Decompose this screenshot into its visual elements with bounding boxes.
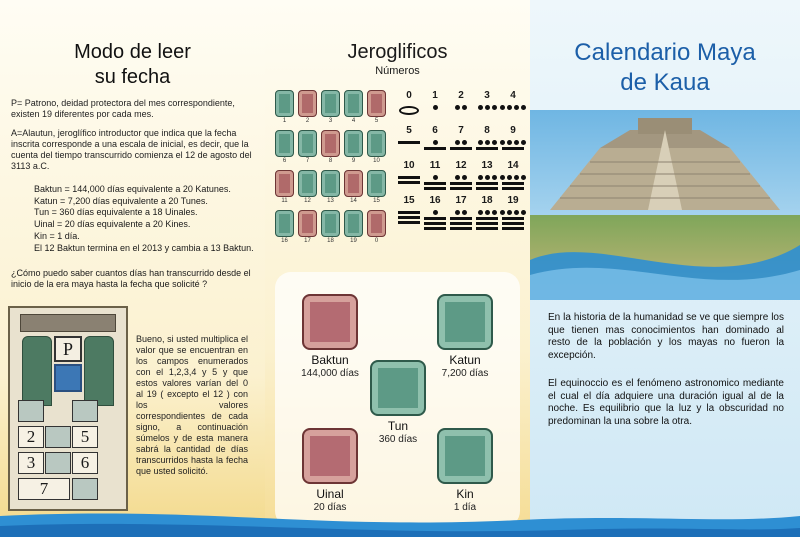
maya-numeral xyxy=(500,125,526,155)
number-glyph-icon xyxy=(275,170,294,197)
stela-cell-5: 5 xyxy=(72,426,98,448)
maya-numeral xyxy=(474,125,500,155)
bar-mark xyxy=(476,182,498,185)
list-item: Tun = 360 días equivalente a 18 Uinales. xyxy=(34,207,198,218)
dot-mark xyxy=(462,210,467,215)
bar-mark xyxy=(398,141,420,144)
numbers-subtitle: Números xyxy=(375,65,420,77)
bar-mark xyxy=(450,187,472,190)
maya-numeral-label: 19 xyxy=(507,195,519,206)
maya-numeral-label: 7 xyxy=(458,125,464,136)
maya-numeral xyxy=(474,160,500,190)
glyph-number-grid xyxy=(275,90,395,250)
maya-numeral-label: 18 xyxy=(481,195,493,206)
stela-diagram xyxy=(8,306,128,511)
bar-mark xyxy=(424,147,446,150)
number-glyph-icon xyxy=(367,170,386,197)
p-definition: P= Patrono, deidad protectora del mes correspondiente, existen 19 diferentes por cada mes. xyxy=(11,98,235,119)
dot-mark xyxy=(433,175,438,180)
glyph-number-label: 19 xyxy=(350,238,357,244)
bar-mark xyxy=(476,187,498,190)
glyph-number-label: 2 xyxy=(305,118,310,124)
right-title-line2: de Kaua xyxy=(620,69,710,96)
bar-mark xyxy=(502,227,524,230)
dot-mark xyxy=(507,210,512,215)
dot-mark xyxy=(514,140,519,145)
number-glyph-icon xyxy=(275,210,294,237)
maya-numeral-label: 11 xyxy=(429,160,441,171)
shell-zero-icon xyxy=(399,106,419,115)
dot-mark xyxy=(514,210,519,215)
unit-value: 20 días xyxy=(313,502,347,513)
dot-mark xyxy=(521,210,526,215)
dot-mark xyxy=(492,210,497,215)
dot-mark xyxy=(507,175,512,180)
right-title xyxy=(530,38,800,98)
glyph-number-label: 10 xyxy=(373,158,380,164)
bar-mark xyxy=(502,187,524,190)
units-list xyxy=(34,184,259,254)
glyph-number-label: 6 xyxy=(282,158,287,164)
middle-panel xyxy=(265,0,530,537)
dot-mark xyxy=(521,140,526,145)
number-glyph-icon xyxy=(275,90,294,117)
stela-glyph-cell xyxy=(45,452,71,474)
maya-numeral xyxy=(474,195,500,225)
bar-mark xyxy=(398,216,420,219)
number-glyph-icon xyxy=(367,130,386,157)
glyph-number-label: 15 xyxy=(373,198,380,204)
glyph-number-label: 7 xyxy=(305,158,310,164)
left-title xyxy=(10,40,255,90)
number-glyph-icon xyxy=(321,170,340,197)
dot-mark xyxy=(433,140,438,145)
baktun-glyph-icon xyxy=(302,294,358,350)
glyph-number-label: 3 xyxy=(328,118,333,124)
dot-mark xyxy=(462,105,467,110)
bar-mark xyxy=(476,147,498,150)
bar-mark xyxy=(450,147,472,150)
maya-numeral xyxy=(500,160,526,190)
left-title-line2: su fecha xyxy=(94,66,171,88)
dot-mark xyxy=(521,175,526,180)
left-panel xyxy=(0,0,265,537)
explanation-text: Bueno, si usted multiplica el valor que se encuentran en los campos enumerados con el 1,2,3,4 y 5 y que estos valores varían del 0 al 19 ( excepto el 12 ) con los valores correspondientes de cada signo, a continuación súmelos y de esta manera sabrá la cantidad de días transcurridos hasta la fecha que usted solicitó. xyxy=(136,334,248,476)
unit-value: 7,200 días xyxy=(441,368,489,379)
unit-name: Kin xyxy=(456,487,474,501)
dot-mark xyxy=(492,175,497,180)
bar-mark xyxy=(476,217,498,220)
maya-numeral-label: 3 xyxy=(484,90,490,101)
dot-mark xyxy=(507,140,512,145)
glyph-number-label: 5 xyxy=(374,118,379,124)
glyph-number-label: 17 xyxy=(304,238,311,244)
dot-mark xyxy=(514,105,519,110)
bar-mark xyxy=(502,147,524,150)
question-text: ¿Cómo puedo saber cuantos días han transcurrido desde el inicio de la era maya hasta la fecha que solicité ? xyxy=(11,268,251,289)
maya-numeral xyxy=(500,90,526,120)
number-glyph-icon xyxy=(298,130,317,157)
glyph-number-label: 0 xyxy=(374,238,379,244)
bar-mark xyxy=(450,217,472,220)
stela-cell-2: 2 xyxy=(18,426,44,448)
maya-numeral xyxy=(500,195,526,225)
maya-numeral-label: 4 xyxy=(510,90,516,101)
unit-value: 360 días xyxy=(378,434,418,445)
stela-cap xyxy=(20,314,116,332)
number-glyph-icon xyxy=(321,90,340,117)
bar-mark xyxy=(502,217,524,220)
dot-mark xyxy=(433,105,438,110)
unit-name: Baktun xyxy=(311,353,349,367)
dot-mark xyxy=(492,140,497,145)
glyph-number-label: 14 xyxy=(350,198,357,204)
maya-numeral-label: 2 xyxy=(458,90,464,101)
dot-mark xyxy=(455,210,460,215)
glyph-number-label: 16 xyxy=(281,238,288,244)
number-glyph-icon xyxy=(321,130,340,157)
bar-mark xyxy=(424,227,446,230)
maya-numeral xyxy=(396,160,422,190)
dot-mark xyxy=(455,175,460,180)
maya-numeral-label: 10 xyxy=(403,160,415,171)
dot-mark xyxy=(433,210,438,215)
bar-mark xyxy=(398,211,420,214)
glyph-number-label: 8 xyxy=(328,158,333,164)
stela-a-glyph xyxy=(54,364,82,392)
maya-numeral-label: 0 xyxy=(406,90,412,101)
glyph-number-label: 12 xyxy=(304,198,311,204)
list-item: Baktun = 144,000 días equivalente a 20 Katunes. xyxy=(34,184,231,194)
glyph-number-label: 11 xyxy=(281,198,288,204)
bar-mark xyxy=(450,222,472,225)
list-item: Kin = 1 día. xyxy=(34,230,80,241)
maya-numeral xyxy=(474,90,500,120)
maya-numeral xyxy=(422,160,448,190)
maya-numeral-label: 13 xyxy=(481,160,493,171)
dot-mark xyxy=(500,175,505,180)
unit-name: Katun xyxy=(449,353,481,367)
dot-mark xyxy=(455,105,460,110)
dot-mark xyxy=(478,105,483,110)
dot-mark xyxy=(521,105,526,110)
maya-numeral xyxy=(448,90,474,120)
maya-numeral-label: 5 xyxy=(406,125,412,136)
bar-mark xyxy=(424,222,446,225)
stela-figure-right xyxy=(84,336,114,406)
maya-numeral-label: 8 xyxy=(484,125,490,136)
dot-mark xyxy=(492,105,497,110)
unit-value: 1 día xyxy=(453,502,477,513)
maya-numeral-label: 12 xyxy=(455,160,467,171)
stela-cell-3: 3 xyxy=(18,452,44,474)
pyramid-photo xyxy=(530,110,800,300)
number-glyph-icon xyxy=(344,90,363,117)
dot-mark xyxy=(478,140,483,145)
stela-figure-left xyxy=(22,336,52,406)
bottom-wave-decoration xyxy=(0,486,800,537)
kin-glyph-icon xyxy=(437,428,493,484)
left-title-line1: Modo de leer xyxy=(74,41,191,63)
bar-mark xyxy=(424,187,446,190)
stela-p-box: P xyxy=(54,336,82,362)
dot-mark xyxy=(485,210,490,215)
dot-mark xyxy=(500,140,505,145)
stela-cell-7: 7 xyxy=(18,478,70,500)
maya-numeral xyxy=(422,195,448,225)
maya-dot-number-grid xyxy=(396,90,526,240)
stela-glyph-cell xyxy=(72,400,98,422)
unit-name: Tun xyxy=(387,419,409,433)
stela-glyph-cell xyxy=(45,426,71,448)
maya-numeral xyxy=(422,125,448,155)
dot-mark xyxy=(514,175,519,180)
list-item: El 12 Baktun termina en el 2013 y cambia a 13 Baktun. xyxy=(34,242,254,253)
dot-mark xyxy=(478,175,483,180)
maya-numeral xyxy=(396,195,422,225)
bar-mark xyxy=(502,182,524,185)
dot-mark xyxy=(462,175,467,180)
bar-mark xyxy=(476,227,498,230)
maya-numeral-label: 1 xyxy=(432,90,438,101)
unit-name: Uinal xyxy=(316,487,344,501)
maya-numeral-label: 17 xyxy=(455,195,467,206)
bar-mark xyxy=(398,176,420,179)
glyph-number-label: 4 xyxy=(351,118,356,124)
number-glyph-icon xyxy=(321,210,340,237)
maya-numeral xyxy=(448,195,474,225)
stela-glyph-cell xyxy=(18,400,44,422)
number-glyph-icon xyxy=(367,210,386,237)
glyph-number-label: 18 xyxy=(327,238,334,244)
bar-mark xyxy=(424,217,446,220)
dot-mark xyxy=(485,175,490,180)
list-item: Katun = 7,200 días equivalente a 20 Tunes. xyxy=(34,195,208,206)
glyph-number-label: 13 xyxy=(327,198,334,204)
bar-mark xyxy=(450,227,472,230)
katun-glyph-icon xyxy=(437,294,493,350)
bar-mark xyxy=(398,221,420,224)
maya-numeral xyxy=(422,90,448,120)
bar-mark xyxy=(398,181,420,184)
maya-numeral xyxy=(396,90,422,120)
number-glyph-icon xyxy=(344,170,363,197)
number-glyph-icon xyxy=(275,130,294,157)
dot-mark xyxy=(500,210,505,215)
bar-mark xyxy=(502,222,524,225)
right-title-line1: Calendario Maya xyxy=(574,39,756,66)
hieroglyphs-title: Jeroglificos xyxy=(347,41,448,63)
equinox-paragraph: El equinoccio es el fenómeno astronomico mediante el cual el día adquiere una duración igual al de la noche. Es equilibrio que la luz y la obscuridad no predominan la una sobre la otra. xyxy=(548,378,784,427)
list-item: Uinal = 20 días equivalente a 20 Kines. xyxy=(34,219,191,230)
number-glyph-icon xyxy=(344,130,363,157)
number-glyph-icon xyxy=(298,90,317,117)
maya-numeral-label: 14 xyxy=(507,160,519,171)
number-glyph-icon xyxy=(344,210,363,237)
bar-mark xyxy=(450,182,472,185)
a-definition: A=Alautun, jeroglífico introductor que indica que la fecha inscrita corresponde a una escala de inicial, es decir, que la cuenta del tiempo transcurrido comienza el 12 de agosto del 3113 a.C. xyxy=(11,128,252,171)
number-glyph-icon xyxy=(298,170,317,197)
dot-mark xyxy=(507,105,512,110)
maya-numeral-label: 9 xyxy=(510,125,516,136)
dot-mark xyxy=(485,105,490,110)
dot-mark xyxy=(478,210,483,215)
maya-numeral-label: 6 xyxy=(432,125,438,136)
history-paragraph: En la historia de la humanidad se ve que siempre los que tienen mas conocimientos han dominado al resto de la población y los mayas no fueron la excepción. xyxy=(548,312,784,361)
dot-mark xyxy=(500,105,505,110)
number-glyph-icon xyxy=(298,210,317,237)
dot-mark xyxy=(462,140,467,145)
maya-numeral-label: 16 xyxy=(429,195,441,206)
stela-cell-6: 6 xyxy=(72,452,98,474)
maya-numeral xyxy=(448,125,474,155)
maya-numeral xyxy=(396,125,422,155)
number-glyph-icon xyxy=(367,90,386,117)
glyph-number-label: 1 xyxy=(282,118,287,124)
maya-numeral-label: 15 xyxy=(403,195,415,206)
glyph-number-label: 9 xyxy=(351,158,356,164)
bar-mark xyxy=(476,222,498,225)
bar-mark xyxy=(424,182,446,185)
unit-value: 144,000 días xyxy=(301,368,359,379)
tun-glyph-icon xyxy=(370,360,426,416)
dot-mark xyxy=(485,140,490,145)
maya-numeral xyxy=(448,160,474,190)
uinal-glyph-icon xyxy=(302,428,358,484)
dot-mark xyxy=(455,140,460,145)
